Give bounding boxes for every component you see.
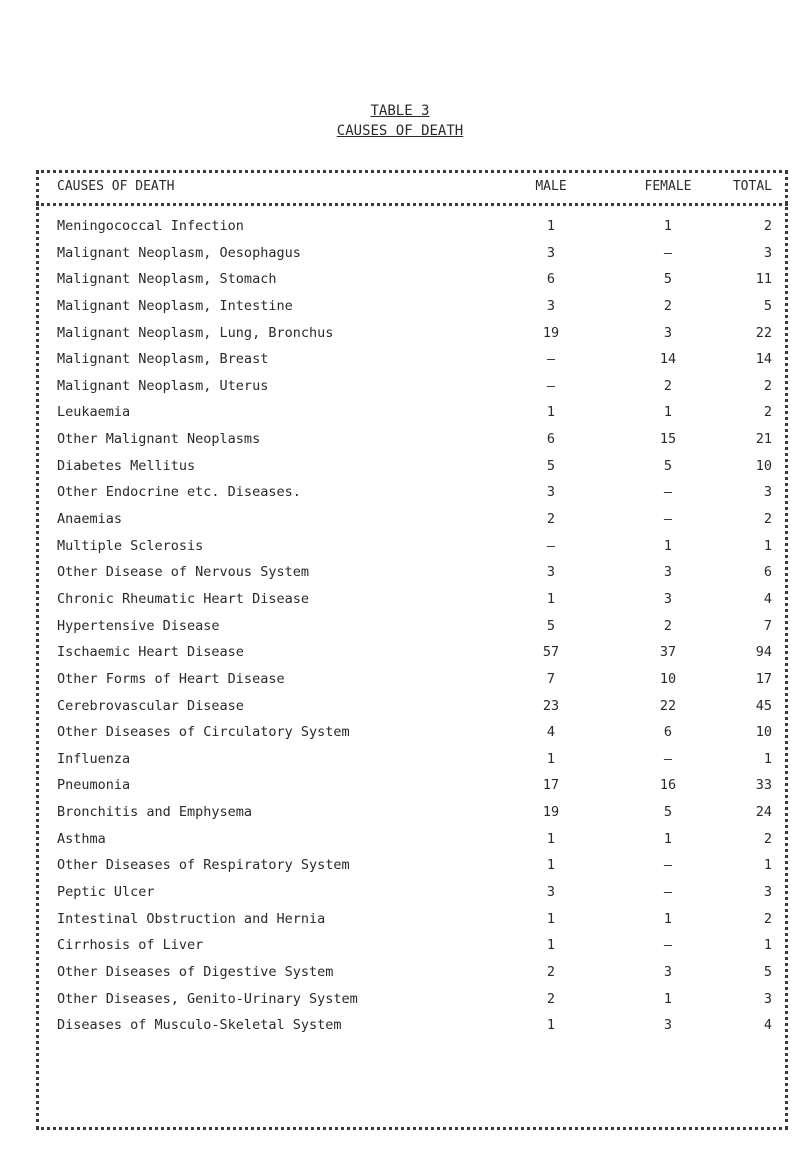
total-cell: 1 [763, 937, 772, 954]
total-cell: 10 [755, 724, 772, 741]
total-cell: 2 [763, 404, 772, 421]
male-cell: 2 [546, 963, 556, 980]
total-cell: 2 [763, 511, 772, 528]
male-cell: 1 [546, 910, 556, 927]
table-row [0, 986, 800, 1013]
male-cell: 1 [546, 218, 556, 234]
male-cell: 1 [546, 750, 556, 767]
total-cell: 4 [763, 1017, 772, 1034]
cause-cell: Meningococcal Infection [57, 218, 244, 234]
male-cell: 23 [542, 697, 560, 714]
female-cell: 1 [663, 830, 673, 847]
total-cell: 3 [763, 484, 772, 501]
cause-cell: Cirrhosis of Liver [57, 937, 204, 954]
total-cell: 10 [755, 457, 772, 474]
table-row [0, 666, 800, 693]
female-cell: – [663, 884, 673, 901]
table-row [0, 852, 800, 879]
table-row [0, 639, 800, 666]
table-row [0, 559, 800, 586]
cause-cell: Other Diseases of Digestive System [57, 963, 334, 980]
total-cell: 24 [755, 804, 772, 821]
cause-cell: Malignant Neoplasm, Intestine [57, 297, 293, 314]
male-cell: – [546, 537, 556, 554]
table-row [0, 906, 800, 933]
table-title-text: TABLE 3 [370, 103, 430, 119]
cause-cell: Other Forms of Heart Disease [57, 670, 285, 687]
female-cell: – [663, 484, 673, 501]
table-row [0, 932, 800, 959]
male-cell: 2 [546, 511, 556, 528]
total-cell: 17 [755, 670, 772, 687]
male-cell: 5 [546, 617, 556, 634]
cause-cell: Malignant Neoplasm, Stomach [57, 271, 277, 288]
cause-cell: Other Diseases of Respiratory System [57, 857, 350, 874]
total-cell: 3 [763, 990, 772, 1007]
male-cell: 19 [542, 324, 560, 341]
table-row [0, 346, 800, 373]
total-cell: 21 [755, 431, 772, 448]
female-cell: 3 [663, 1017, 673, 1034]
female-cell: 6 [663, 724, 673, 741]
total-cell: 14 [755, 351, 772, 368]
table-row [0, 1012, 800, 1039]
table-subtitle [0, 123, 800, 139]
table-row [0, 826, 800, 853]
table-row [0, 746, 800, 773]
female-cell: 3 [663, 564, 673, 581]
female-cell: – [663, 857, 673, 874]
table-row [0, 772, 800, 799]
table-subtitle-text: CAUSES OF DEATH [336, 123, 464, 139]
female-cell: 5 [663, 804, 673, 821]
female-cell: 15 [659, 431, 677, 448]
total-cell: 94 [755, 644, 772, 661]
female-cell: 1 [663, 537, 673, 554]
total-cell: 22 [755, 324, 772, 341]
male-cell: 6 [546, 431, 556, 448]
total-cell: 45 [755, 697, 772, 714]
cause-cell: Hypertensive Disease [57, 617, 220, 634]
cause-cell: Other Malignant Neoplasms [57, 431, 261, 448]
table-row [0, 426, 800, 453]
female-cell: 2 [663, 377, 673, 394]
table-row [0, 506, 800, 533]
cause-cell: Diabetes Mellitus [57, 457, 196, 474]
female-cell: 37 [659, 644, 677, 661]
table-row [0, 799, 800, 826]
table-row [0, 693, 800, 720]
table-row [0, 320, 800, 347]
male-cell: 5 [546, 457, 556, 474]
male-cell: 3 [546, 564, 556, 581]
cause-cell: Anaemias [57, 511, 123, 528]
cause-cell: Multiple Sclerosis [57, 537, 204, 554]
table-row [0, 240, 800, 267]
total-cell: 2 [763, 377, 772, 394]
table-body [0, 213, 800, 1039]
male-cell: 17 [542, 777, 560, 794]
cause-cell: Malignant Neoplasm, Oesophagus [57, 244, 301, 261]
table-row [0, 613, 800, 640]
male-cell: 3 [546, 244, 556, 261]
female-cell: 5 [663, 457, 673, 474]
male-cell: 6 [546, 271, 556, 288]
female-cell: 1 [663, 990, 673, 1007]
total-cell: 11 [755, 271, 772, 288]
cause-cell: Leukaemia [57, 404, 131, 421]
female-cell: 10 [659, 670, 677, 687]
column-header-total: TOTAL [732, 179, 772, 194]
table-row [0, 453, 800, 480]
male-cell: 3 [546, 297, 556, 314]
total-cell: 1 [763, 537, 772, 554]
header-divider [36, 203, 788, 206]
cause-cell: Malignant Neoplasm, Breast [57, 351, 269, 368]
table-row [0, 266, 800, 293]
table-row [0, 479, 800, 506]
cause-cell: Bronchitis and Emphysema [57, 804, 253, 821]
total-cell: 1 [763, 857, 772, 874]
table-title [0, 103, 800, 119]
male-cell: 7 [546, 670, 556, 687]
table-row [0, 399, 800, 426]
total-cell: 3 [763, 244, 772, 261]
table-row [0, 533, 800, 560]
total-cell: 2 [763, 218, 772, 234]
total-cell: 7 [763, 617, 772, 634]
total-cell: 1 [763, 750, 772, 767]
cause-cell: Diseases of Musculo-Skeletal System [57, 1017, 342, 1034]
female-cell: 5 [663, 271, 673, 288]
female-cell: 1 [663, 910, 673, 927]
male-cell: 1 [546, 857, 556, 874]
table-row [0, 213, 800, 240]
female-cell: 3 [663, 324, 673, 341]
table-row [0, 373, 800, 400]
female-cell: 14 [659, 351, 677, 368]
female-cell: 1 [663, 404, 673, 421]
cause-cell: Chronic Rheumatic Heart Disease [57, 590, 309, 607]
cause-cell: Asthma [57, 830, 106, 847]
cause-cell: Ischaemic Heart Disease [57, 644, 244, 661]
total-cell: 2 [763, 830, 772, 847]
cause-cell: Intestinal Obstruction and Hernia [57, 910, 326, 927]
total-cell: 4 [763, 590, 772, 607]
male-cell: – [546, 351, 556, 368]
total-cell: 5 [763, 963, 772, 980]
cause-cell: Other Endocrine etc. Diseases. [57, 484, 301, 501]
table-row [0, 586, 800, 613]
table-row [0, 293, 800, 320]
column-header-female: FEMALE [644, 179, 692, 194]
cause-cell: Influenza [57, 750, 131, 767]
male-cell: 1 [546, 937, 556, 954]
cause-cell: Pneumonia [57, 777, 131, 794]
total-cell: 2 [763, 910, 772, 927]
male-cell: 4 [546, 724, 556, 741]
column-header-male: MALE [535, 179, 567, 194]
male-cell: 1 [546, 404, 556, 421]
male-cell: 1 [546, 1017, 556, 1034]
table-row [0, 959, 800, 986]
total-cell: 3 [763, 884, 772, 901]
table-row [0, 719, 800, 746]
female-cell: – [663, 511, 673, 528]
male-cell: 1 [546, 830, 556, 847]
female-cell: 22 [659, 697, 677, 714]
cause-cell: Other Disease of Nervous System [57, 564, 309, 581]
cause-cell: Cerebrovascular Disease [57, 697, 244, 714]
cause-cell: Malignant Neoplasm, Uterus [57, 377, 269, 394]
table-row [0, 879, 800, 906]
male-cell: 2 [546, 990, 556, 1007]
male-cell: 1 [546, 590, 556, 607]
female-cell: 3 [663, 590, 673, 607]
male-cell: 3 [546, 484, 556, 501]
total-cell: 33 [755, 777, 772, 794]
male-cell: 19 [542, 804, 560, 821]
female-cell: 16 [659, 777, 677, 794]
female-cell: – [663, 750, 673, 767]
cause-cell: Malignant Neoplasm, Lung, Bronchus [57, 324, 334, 341]
cause-cell: Peptic Ulcer [57, 884, 155, 901]
total-cell: 5 [763, 297, 772, 314]
female-cell: – [663, 244, 673, 261]
female-cell: 1 [663, 218, 673, 234]
cause-cell: Other Diseases, Genito-Urinary System [57, 990, 358, 1007]
total-cell: 6 [763, 564, 772, 581]
female-cell: 2 [663, 617, 673, 634]
male-cell: – [546, 377, 556, 394]
cause-cell: Other Diseases of Circulatory System [57, 724, 350, 741]
female-cell: 2 [663, 297, 673, 314]
female-cell: 3 [663, 963, 673, 980]
male-cell: 57 [542, 644, 560, 661]
male-cell: 3 [546, 884, 556, 901]
column-header-cause: CAUSES OF DEATH [57, 179, 175, 194]
female-cell: – [663, 937, 673, 954]
